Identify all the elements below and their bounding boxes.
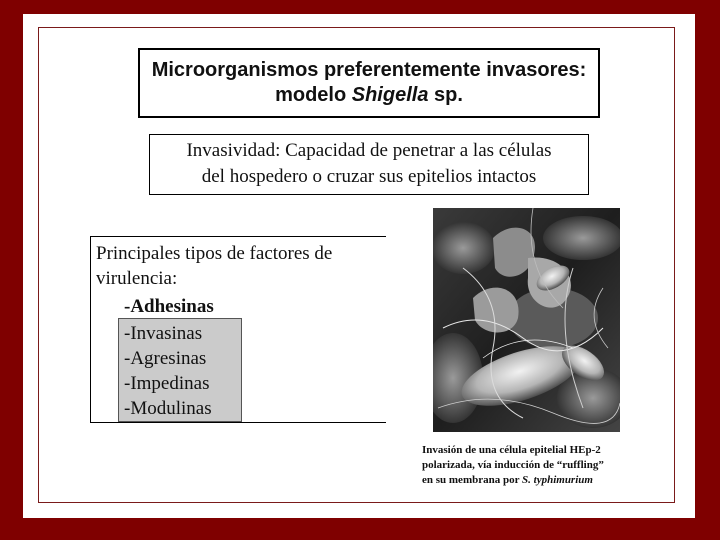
title-box <box>138 48 600 118</box>
definition-box <box>149 134 589 195</box>
caption-line3 <box>422 473 662 488</box>
electron-micrograph-image <box>433 208 620 432</box>
title-line2-suffix: sp. <box>428 84 463 106</box>
title-genus: Shigella <box>351 84 429 106</box>
definition-line1: Invasividad: Capacidad de penetrar a las células <box>186 140 552 161</box>
factor-item: -Impedinas <box>124 373 210 394</box>
caption-line2: polarizada, vía inducción de “ruffling” <box>422 459 604 471</box>
factors-heading: Principales tipos de factores de virulencia: <box>96 243 333 289</box>
factor-item: -Modulinas <box>124 398 212 419</box>
caption-species: S. typhimurium <box>522 474 593 486</box>
virulence-factors-box <box>90 236 386 423</box>
micrograph-svg <box>433 208 620 432</box>
title-line2 <box>140 83 598 108</box>
caption-line1: Invasión de una célula epitelial HEp-2 <box>422 444 601 456</box>
title-line1: Microorganismos preferentemente invasores: <box>151 59 587 81</box>
factor-item: -Invasinas <box>124 323 203 344</box>
factor-item-adhesinas: -Adhesinas <box>124 296 214 317</box>
highlighted-factors <box>118 318 242 422</box>
factor-item: -Agresinas <box>124 348 207 369</box>
caption-line3-prefix: en su membrana por <box>422 474 523 486</box>
definition-line2: del hospedero o cruzar sus epitelios intactos <box>201 166 537 187</box>
slide <box>23 14 695 518</box>
image-caption <box>422 443 662 488</box>
title-line2-prefix: modelo <box>275 84 352 106</box>
